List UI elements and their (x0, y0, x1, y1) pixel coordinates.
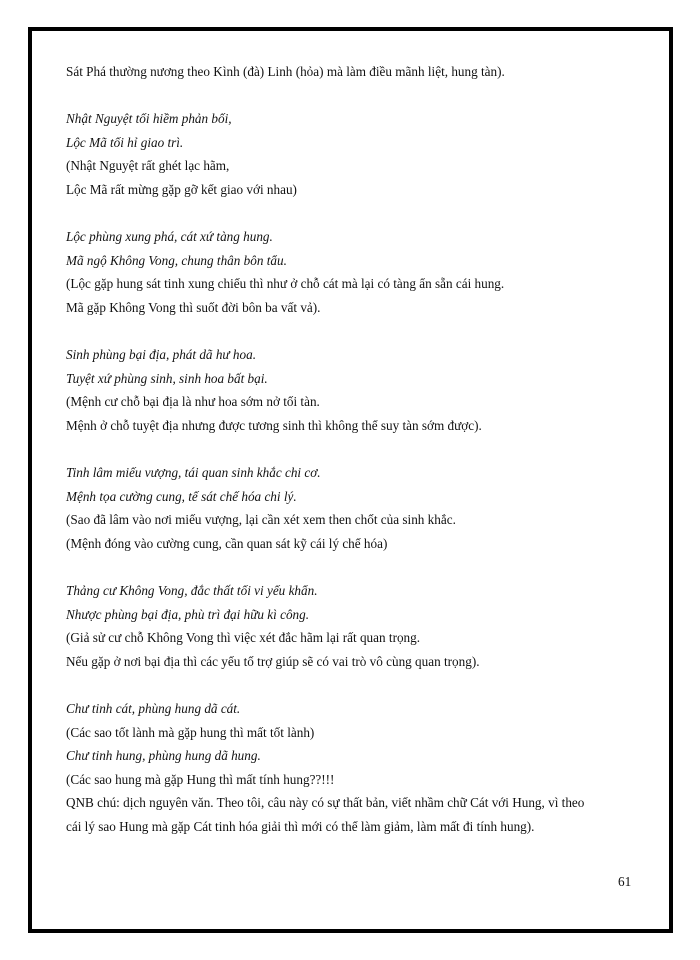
verse-line: Tuyệt xứ phùng sinh, sinh hoa bất bại. (66, 370, 268, 386)
spacer (66, 555, 646, 579)
verse-line: Chư tinh cát, phùng hung dã cát. (66, 701, 241, 717)
verse-line: Tinh lâm miếu vượng, tái quan sinh khắc chi cơ. (66, 465, 321, 481)
translation-line: Lộc Mã rất mừng gặp gỡ kết giao với nhau) (66, 181, 297, 197)
translator-note-line: QNB chú: dịch nguyên văn. Theo tôi, câu này có sự thất bản, viết nhầm chữ Cát với Hung, vì theo (66, 795, 585, 811)
translation-line: Nếu gặp ở nơi bại địa thì các yếu tố trợ giúp sẽ có vai trò vô cùng quan trọng). (66, 653, 480, 669)
spacer (66, 320, 646, 344)
verse-line: Chư tinh hung, phùng hung dã hung. (66, 748, 261, 764)
page-content (66, 60, 646, 839)
translation-line: Mệnh ở chỗ tuyệt địa nhưng được tương sinh thì không thể suy tàn sớm được). (66, 417, 482, 433)
section-2 (66, 225, 646, 319)
translation-line: (Sao đã lâm vào nơi miếu vượng, lại cần xét xem then chốt của sinh khắc. (66, 512, 456, 528)
translation-line: (Các sao tốt lành mà gặp hung thì mất tốt lành) (66, 724, 315, 740)
translation-line: (Lộc gặp hung sát tinh xung chiếu thì như ở chỗ cát mà lại có tàng ẩn sẵn cái hung. (66, 276, 505, 292)
translation-line: (Giả sử cư chỗ Không Vong thì việc xét đắc hãm lại rất quan trọng. (66, 630, 421, 646)
verse-line: Mã ngộ Không Vong, chung thân bôn tẩu. (66, 252, 287, 268)
verse-line: Lộc Mã tối hỉ giao trì. (66, 134, 184, 150)
verse-line: Sinh phùng bại địa, phát dã hư hoa. (66, 347, 256, 363)
verse-line: Lộc phùng xung phá, cát xứ tàng hung. (66, 229, 273, 245)
verse-line: Thảng cư Không Vong, đắc thất tối vi yếu khẩn. (66, 583, 318, 599)
section-1 (66, 107, 646, 201)
verse-line: Nhược phùng bại địa, phù trì đại hữu kì công. (66, 606, 310, 622)
translation-line: (Mệnh đóng vào cường cung, cần quan sát kỹ cái lý chế hóa) (66, 535, 388, 551)
translation-line: (Nhật Nguyệt rất ghét lạc hãm, (66, 158, 230, 174)
spacer (66, 673, 646, 697)
spacer (66, 202, 646, 226)
section-3 (66, 343, 646, 437)
intro-line: Sát Phá thường nương theo Kình (đà) Linh (hỏa) mà làm điều mãnh liệt, hung tàn). (66, 64, 505, 79)
section-6 (66, 697, 646, 839)
translation-line: Mã gặp Không Vong thì suốt đời bôn ba vất vả). (66, 299, 321, 315)
spacer (66, 84, 646, 108)
translation-line: (Mệnh cư chỗ bại địa là như hoa sớm nở tối tàn. (66, 394, 320, 410)
verse-line: Mệnh tọa cường cung, tế sát chế hóa chi lý. (66, 488, 297, 504)
section-4 (66, 461, 646, 555)
verse-line: Nhật Nguyệt tối hiềm phản bối, (66, 111, 232, 127)
translator-note-line: cái lý sao Hung mà gặp Cát tinh hóa giải thì mới có thể làm giảm, làm mất đi tính hung). (66, 819, 535, 834)
spacer (66, 438, 646, 462)
translation-line: (Các sao hung mà gặp Hung thì mất tính hung??!!! (66, 771, 335, 787)
page-number: 61 (618, 874, 632, 889)
section-5 (66, 579, 646, 673)
